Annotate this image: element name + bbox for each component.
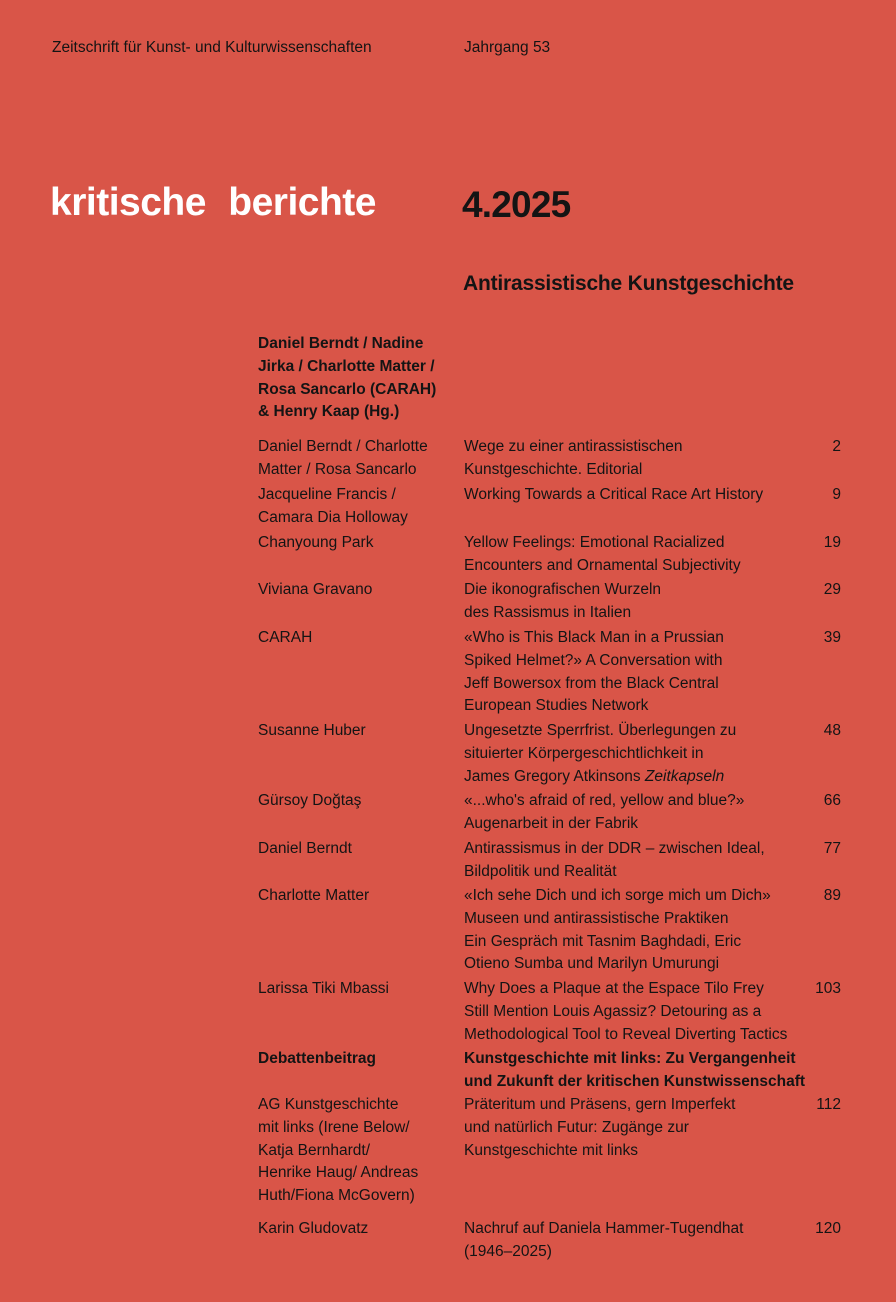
- toc-title-line: [464, 459, 814, 482]
- toc-title: [464, 532, 814, 578]
- toc-title-line: [464, 602, 814, 625]
- toc-page-number: 66: [823, 792, 841, 809]
- toc-title-text: und natürlich Futur: Zugänge zur: [464, 1118, 689, 1136]
- toc-title-text: James Gregory Atkinsons: [464, 767, 645, 785]
- toc-title-text: Working Towards a Critical Race Art History: [464, 486, 764, 503]
- toc-page-number: 103: [815, 980, 841, 997]
- toc-title-text: Spiked Helmet?» A Conversation with: [464, 651, 723, 669]
- toc-author-line: Daniel Berndt: [258, 840, 352, 857]
- toc-title: [464, 579, 814, 625]
- toc-title-text: Otieno Sumba und Marilyn Umurungi: [464, 955, 720, 973]
- toc-author: [258, 436, 454, 482]
- toc-page-number: 120: [815, 1220, 841, 1237]
- toc-page-number: 89: [823, 887, 841, 904]
- toc-title: [464, 484, 814, 507]
- toc-title-text: Präteritum und Präsens, gern Imperfekt: [464, 1096, 736, 1113]
- toc-title-line: [464, 1140, 814, 1163]
- toc-author: [258, 1094, 454, 1208]
- toc-title-text: Ein Gespräch mit Tasnim Baghdadi, Eric: [464, 932, 742, 950]
- toc-title-line: [464, 838, 814, 861]
- toc-title-line: [464, 1094, 814, 1117]
- toc-title-line: [464, 532, 814, 555]
- toc-author: [258, 484, 454, 530]
- toc-title-line: [464, 720, 814, 743]
- toc-author-line: Karin Gludovatz: [258, 1220, 369, 1237]
- toc-title-text: Kunstgeschichte. Editorial: [464, 460, 643, 478]
- toc-title-line: [464, 1071, 814, 1094]
- toc-title-text: «Ich sehe Dich und ich sorge mich um Dich»: [464, 887, 771, 904]
- toc-title-line: [464, 766, 814, 789]
- editors-line: Daniel Berndt / Nadine: [258, 335, 424, 352]
- toc-title-text: Wege zu einer antirassistischen: [464, 438, 683, 455]
- toc-title-line: [464, 1048, 814, 1071]
- toc-page-number: 48: [823, 722, 841, 739]
- toc-page-number: 77: [823, 840, 841, 857]
- toc-author-line: Susanne Huber: [258, 722, 366, 739]
- toc-title-line: [464, 1218, 814, 1241]
- toc-author-line: Jacqueline Francis /: [258, 486, 396, 503]
- issue-theme: Antirassistische Kunstgeschichte: [463, 272, 794, 295]
- toc-author: [258, 532, 454, 555]
- toc-title-text: Kunstgeschichte mit links: Zu Vergangenheit: [464, 1050, 796, 1067]
- toc-title-line: [464, 861, 814, 884]
- toc-title-line: [464, 953, 814, 976]
- toc-author: [258, 1218, 454, 1241]
- toc-title-text: Methodological Tool to Reveal Diverting Tactics: [464, 1025, 788, 1043]
- editors-line: & Henry Kaap (Hg.): [258, 403, 400, 421]
- toc-title-text: Antirassismus in der DDR – zwischen Ideal,: [464, 840, 765, 857]
- toc-title-line: [464, 885, 814, 908]
- toc-page-number: 29: [823, 581, 841, 598]
- toc-title-line: [464, 673, 814, 696]
- toc-title: [464, 790, 814, 836]
- toc-author-line: Chanyoung Park: [258, 534, 374, 551]
- toc-author: [258, 790, 454, 813]
- toc-title-text: Die ikonografischen Wurzeln: [464, 581, 662, 598]
- toc-title: [464, 1048, 814, 1094]
- editors: [258, 333, 458, 424]
- toc-title-line: [464, 790, 814, 813]
- toc-author-line: Gürsoy Doğtaş: [258, 792, 362, 809]
- toc-title-line: [464, 1241, 814, 1264]
- journal-title: kritische berichte: [50, 181, 376, 224]
- toc-title-line: [464, 1024, 814, 1047]
- toc-title-line: [464, 813, 814, 836]
- toc-page-number: 19: [823, 534, 841, 551]
- toc-author: [258, 885, 454, 908]
- volume-label: Jahrgang 53: [464, 39, 551, 56]
- toc-title: [464, 627, 814, 718]
- editors-line: Jirka / Charlotte Matter /: [258, 357, 435, 375]
- toc-title-line: [464, 579, 814, 602]
- toc-title-text: Ungesetzte Sperrfrist. Überlegungen zu: [464, 722, 737, 739]
- toc-author: [258, 1048, 454, 1071]
- toc-title: [464, 1094, 814, 1162]
- toc-author-line: Henrike Haug/ Andreas: [258, 1164, 419, 1182]
- toc-title-line: [464, 436, 814, 459]
- toc-author-line: Camara Dia Holloway: [258, 508, 408, 526]
- toc-title-text: Yellow Feelings: Emotional Racialized: [464, 534, 725, 551]
- toc-page-number: 2: [832, 438, 841, 455]
- toc-title-line: [464, 908, 814, 931]
- toc-title-text: (1946–2025): [464, 1242, 552, 1260]
- toc-title-text: Augenarbeit in der Fabrik: [464, 814, 639, 832]
- toc-author: [258, 579, 454, 602]
- issue-number: 4.2025: [462, 184, 571, 225]
- toc-title-text: «Who is This Black Man in a Prussian: [464, 629, 724, 646]
- toc-title-text: European Studies Network: [464, 697, 649, 715]
- toc-author-line: mit links (Irene Below/: [258, 1118, 410, 1136]
- toc-author-line: Debattenbeitrag: [258, 1050, 376, 1067]
- toc-title-text: Jeff Bowersox from the Black Central: [464, 674, 719, 692]
- toc-title-line: [464, 978, 814, 1001]
- toc-title-text: Still Mention Louis Agassiz? Detouring as a: [464, 1002, 762, 1020]
- toc-title: [464, 885, 814, 976]
- toc-author-line: Larissa Tiki Mbassi: [258, 980, 389, 997]
- toc-title-line: [464, 484, 814, 507]
- toc-title-line: [464, 1001, 814, 1024]
- toc-title-text: situierter Körpergeschichtlichkeit in: [464, 744, 704, 762]
- toc-author-line: Viviana Gravano: [258, 581, 373, 598]
- toc-title-text: Why Does a Plaque at the Espace Tilo Frey: [464, 980, 764, 997]
- toc-author-line: Daniel Berndt / Charlotte: [258, 438, 428, 455]
- toc-title-line: [464, 1117, 814, 1140]
- toc-author: [258, 720, 454, 743]
- toc-title-line: [464, 555, 814, 578]
- toc-author-line: Katja Bernhardt/: [258, 1141, 371, 1159]
- toc-page-number: 9: [832, 486, 841, 503]
- toc-title: [464, 1218, 814, 1264]
- toc-title-text: Nachruf auf Daniela Hammer-Tugendhat: [464, 1220, 744, 1237]
- toc-page-number: 39: [823, 629, 841, 646]
- toc-title-line: [464, 627, 814, 650]
- toc-author-line: Charlotte Matter: [258, 887, 370, 904]
- toc-title: [464, 436, 814, 482]
- toc-title-line: [464, 931, 814, 954]
- toc-title-text: «...who's afraid of red, yellow and blue?»: [464, 792, 745, 809]
- toc-title-text: Encounters and Ornamental Subjectivity: [464, 556, 741, 574]
- toc-author: [258, 838, 454, 861]
- toc-author-line: AG Kunstgeschichte: [258, 1096, 399, 1113]
- toc-title-text: des Rassismus in Italien: [464, 603, 632, 621]
- toc-title: [464, 720, 814, 788]
- toc-title-line: [464, 695, 814, 718]
- toc-title-text: Museen und antirassistische Praktiken: [464, 909, 729, 927]
- toc-page-number: 112: [816, 1096, 841, 1113]
- toc-title: [464, 978, 814, 1046]
- toc-author: [258, 627, 454, 650]
- toc-title-line: [464, 743, 814, 766]
- toc-title-line: [464, 650, 814, 673]
- toc-title-text: und Zukunft der kritischen Kunstwissenschaft: [464, 1072, 806, 1090]
- toc-title: [464, 838, 814, 884]
- toc-title-text: Kunstgeschichte mit links: [464, 1141, 639, 1159]
- editors-line: Rosa Sancarlo (CARAH): [258, 380, 437, 398]
- toc-author-line: Matter / Rosa Sancarlo: [258, 460, 417, 478]
- toc-author-line: Huth/Fiona McGovern): [258, 1187, 415, 1205]
- toc-title-text: Bildpolitik und Realität: [464, 862, 617, 880]
- journal-subtitle: Zeitschrift für Kunst- und Kulturwissenschaften: [52, 39, 372, 56]
- toc-author: [258, 978, 454, 1001]
- toc-author-line: CARAH: [258, 629, 313, 646]
- toc-title-italic: Zeitkapseln: [644, 767, 725, 785]
